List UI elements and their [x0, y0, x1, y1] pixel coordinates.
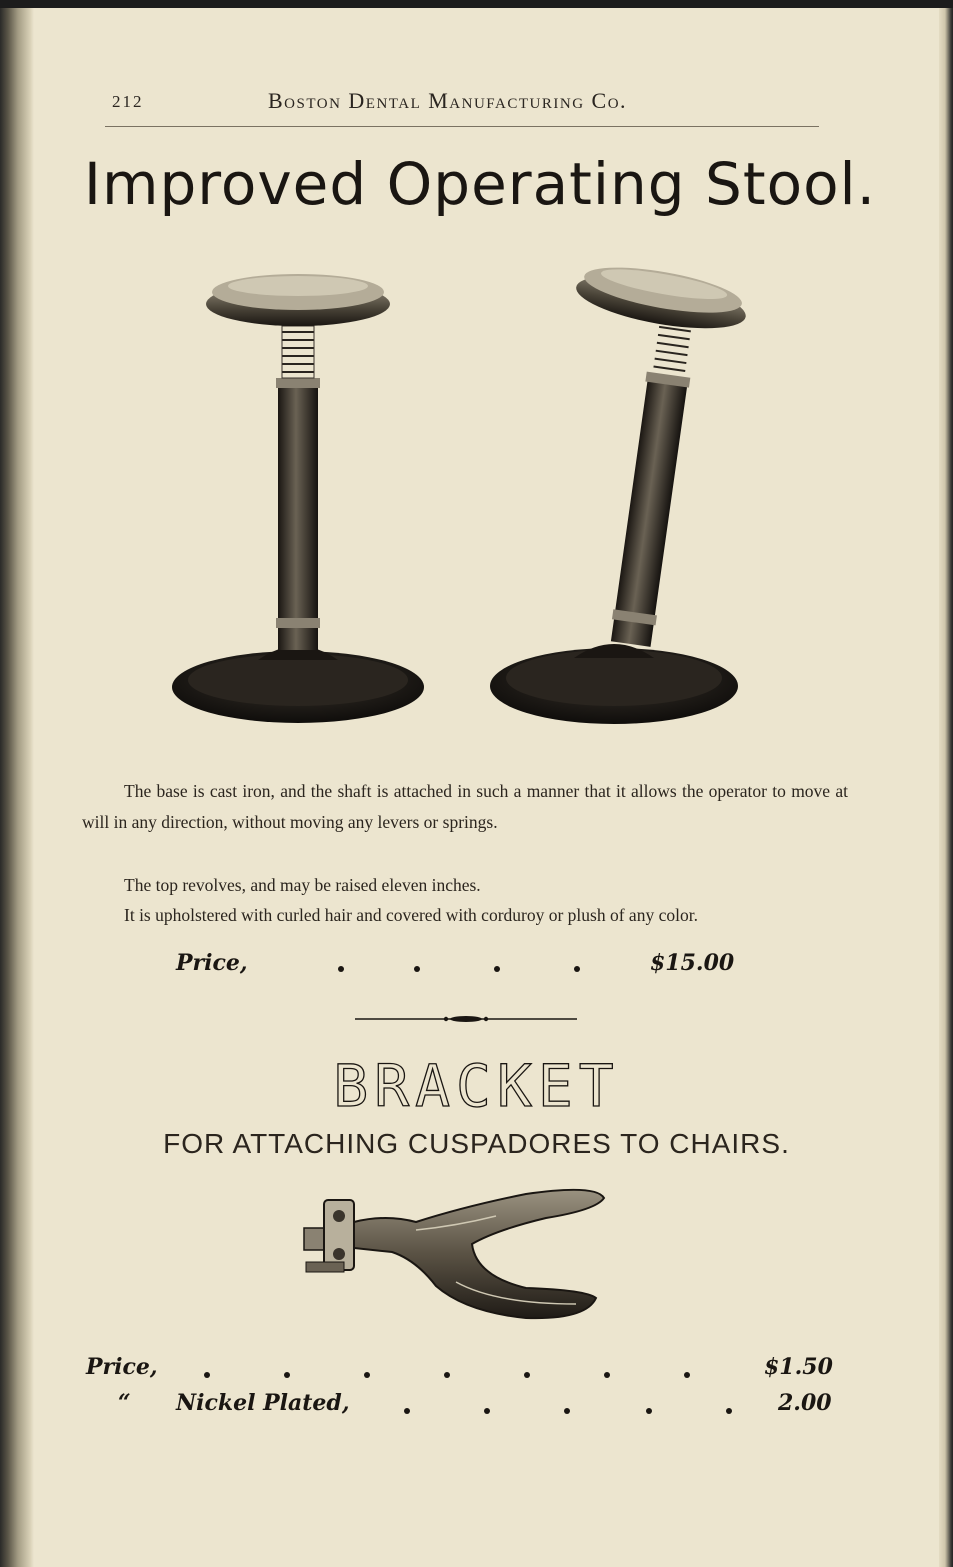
operating-stool-illustration-tilted [490, 256, 750, 732]
operating-stool-illustration-upright [170, 262, 430, 730]
leader-dot [726, 1408, 732, 1414]
stool-height-note: The top revolves, and may be raised eleven inches. [124, 874, 481, 895]
leader-dot [204, 1372, 210, 1378]
bracket-subtitle: FOR ATTACHING CUSPADORES TO CHAIRS. [163, 1128, 790, 1159]
leader-dot [604, 1372, 610, 1378]
leader-dot [364, 1372, 370, 1378]
stool-description: The base is cast iron, and the shaft is attached in such a manner that it allows the operator to move at will in any direction, without moving any levers or springs. [82, 780, 848, 832]
cuspidor-bracket-illustration [296, 1186, 610, 1330]
stool-upholstery-note: It is upholstered with curled hair and covered with corduroy or plush of any color. [124, 904, 698, 925]
leader-dot [646, 1408, 652, 1414]
stool-price-label: Price, [176, 950, 248, 976]
running-head [100, 88, 823, 118]
stool-title: Improved Operating Stool. [83, 150, 877, 218]
leader-dot [404, 1408, 410, 1414]
bracket-price-label: Price, [86, 1354, 158, 1380]
bracket-title: BRACKET [333, 1052, 620, 1120]
leader-dot [494, 966, 500, 972]
leader-dot [414, 966, 420, 972]
stool-price-value: $15.00 [650, 950, 735, 976]
nickel-plated-price: 2.00 [778, 1390, 832, 1416]
section-divider-ornament [355, 1016, 577, 1022]
page-edge [939, 0, 953, 1567]
running-title: Boston Dental Manufacturing Co. [268, 88, 628, 113]
leader-dot [444, 1372, 450, 1378]
leader-dot [684, 1372, 690, 1378]
ditto-mark: “ [118, 1390, 131, 1416]
leader-dot [338, 966, 344, 972]
bracket-price-value: $1.50 [764, 1354, 833, 1380]
leader-dot [574, 966, 580, 972]
leader-dot [284, 1372, 290, 1378]
page-number: 212 [112, 92, 144, 111]
leader-dot [484, 1408, 490, 1414]
nickel-plated-label: Nickel Plated, [176, 1390, 350, 1416]
leader-dot [564, 1408, 570, 1414]
header-rule [105, 126, 819, 127]
leader-dot [524, 1372, 530, 1378]
